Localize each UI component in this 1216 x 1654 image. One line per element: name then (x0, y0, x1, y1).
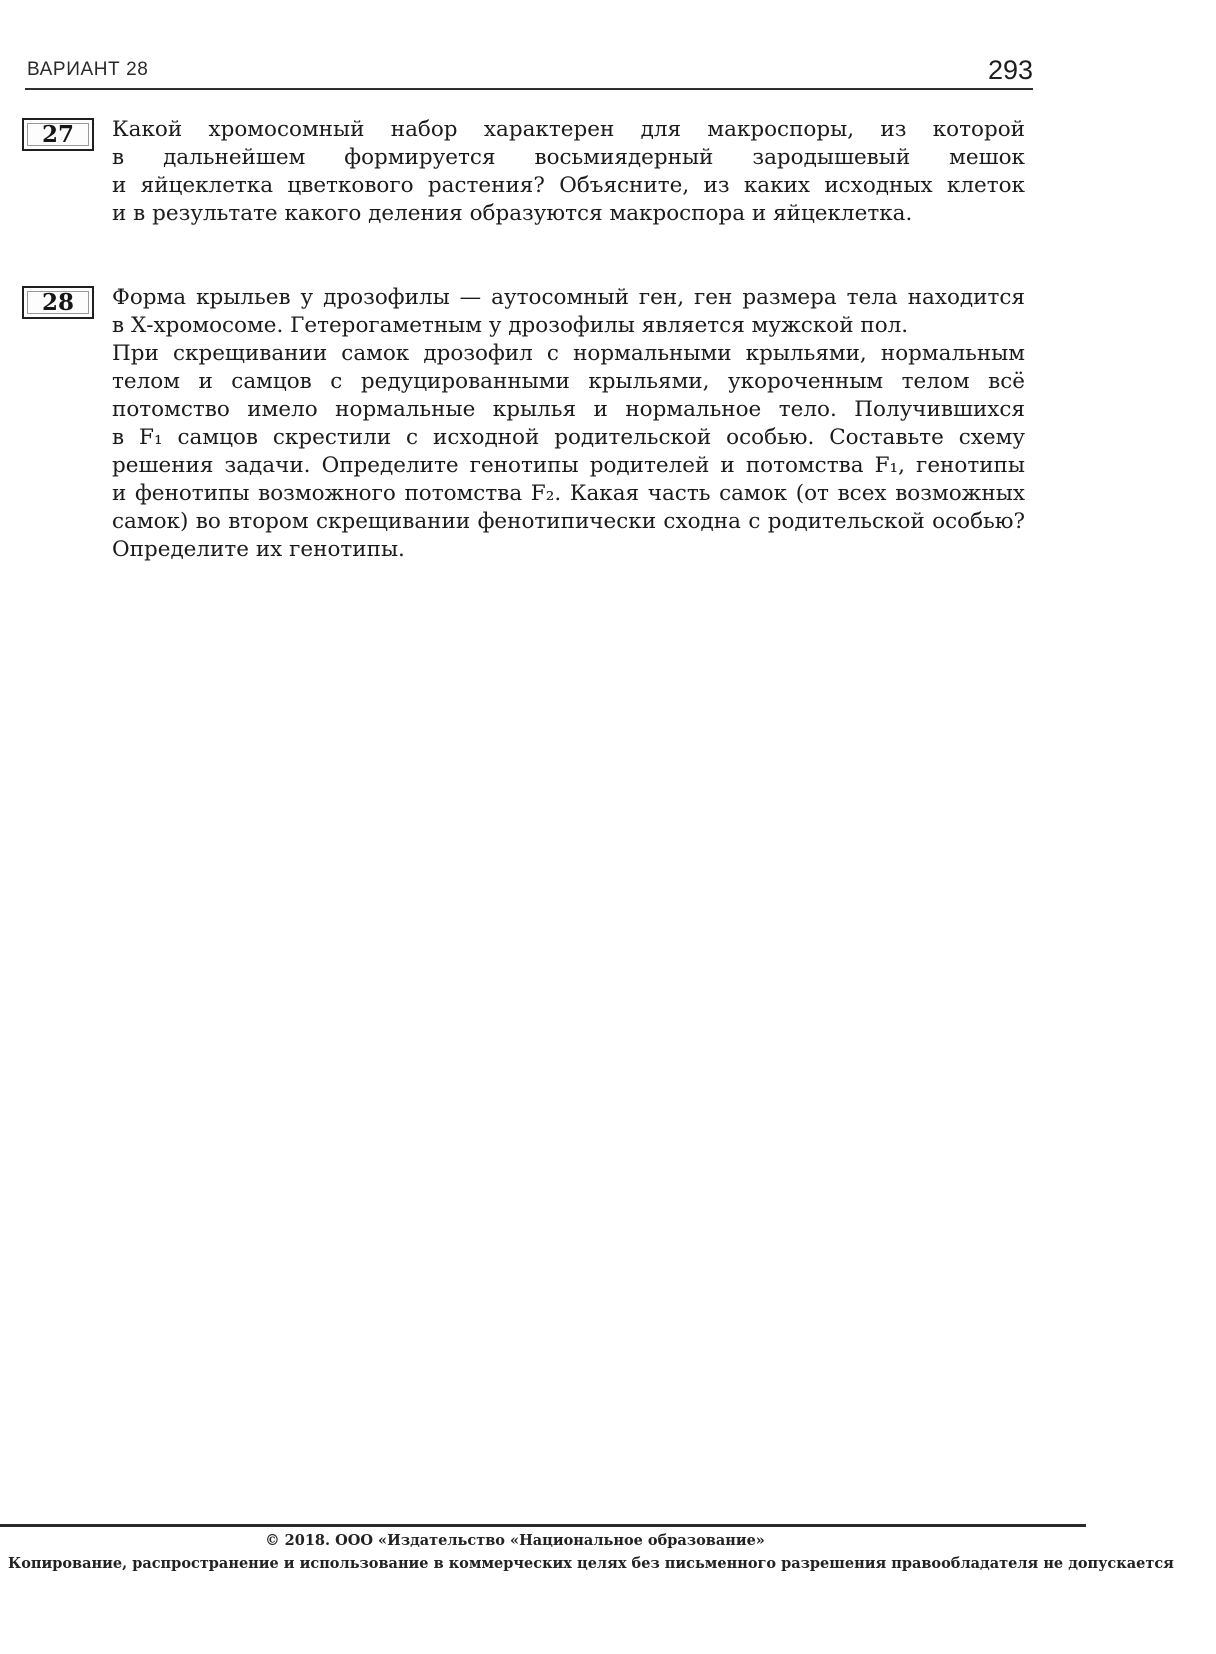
text-line: Какой хромосомный набор характерен для макроспоры, из которой (112, 117, 1025, 142)
question-27-paragraph-1 (112, 116, 1025, 228)
question-27 (41, 116, 1025, 228)
variant-label: ВАРИАНТ 28 (27, 59, 149, 80)
text-line: Определите их генотипы. (112, 537, 405, 562)
text-line: в F₁ самцов скрестили с исходной родительской особью. Составьте схему (112, 425, 1025, 450)
question-27-text (112, 116, 1025, 228)
text-line: в дальнейшем формируется восьмиядерный зародышевый мешок (112, 145, 1025, 170)
text-line: самок) во втором скрещивании фенотипически сходна с родительской особью? (112, 509, 1025, 534)
text-line: и фенотипы возможного потомства F₂. Какая часть самок (от всех возможных (112, 481, 1025, 506)
text-line: телом и самцов с редуцированными крыльями, укороченным телом всё (112, 369, 1025, 394)
header-rule (25, 88, 1033, 90)
text-line: При скрещивании самок дрозофил с нормальными крыльями, нормальным (112, 341, 1025, 366)
question-27-number: 27 (41, 121, 74, 148)
question-27-number-box (22, 118, 94, 151)
text-line: Форма крыльев у дрозофилы — аутосомный ген, ген размера тела находится (112, 285, 1025, 310)
question-28-paragraph-2 (112, 340, 1025, 564)
question-28 (41, 284, 1025, 564)
question-28-paragraph-1 (112, 284, 1025, 340)
question-28-number-box (22, 286, 94, 319)
footer-notice: Копирование, распространение и использование в коммерческих целях без письменного разрешения правообладателя не допускается (8, 1555, 1174, 1572)
footer-copyright: © 2018. ООО «Издательство «Национальное образование» (265, 1532, 765, 1549)
page-number: 293 (987, 55, 1033, 85)
question-28-number: 28 (41, 289, 74, 316)
text-line: в Х-хромосоме. Гетерогаметным у дрозофилы является мужской пол. (112, 313, 909, 338)
text-line: решения задачи. Определите генотипы родителей и потомства F₁, генотипы (112, 453, 1025, 478)
text-line: и в результате какого деления образуются макроспора и яйцеклетка. (112, 201, 913, 226)
text-line: потомство имело нормальные крылья и нормальное тело. Получившихся (112, 397, 1025, 422)
page-header (27, 50, 1033, 86)
question-28-text (112, 284, 1025, 564)
footer-rule (0, 1524, 1086, 1527)
text-line: и яйцеклетка цветкового растения? Объясните, из каких исходных клеток (112, 173, 1025, 198)
